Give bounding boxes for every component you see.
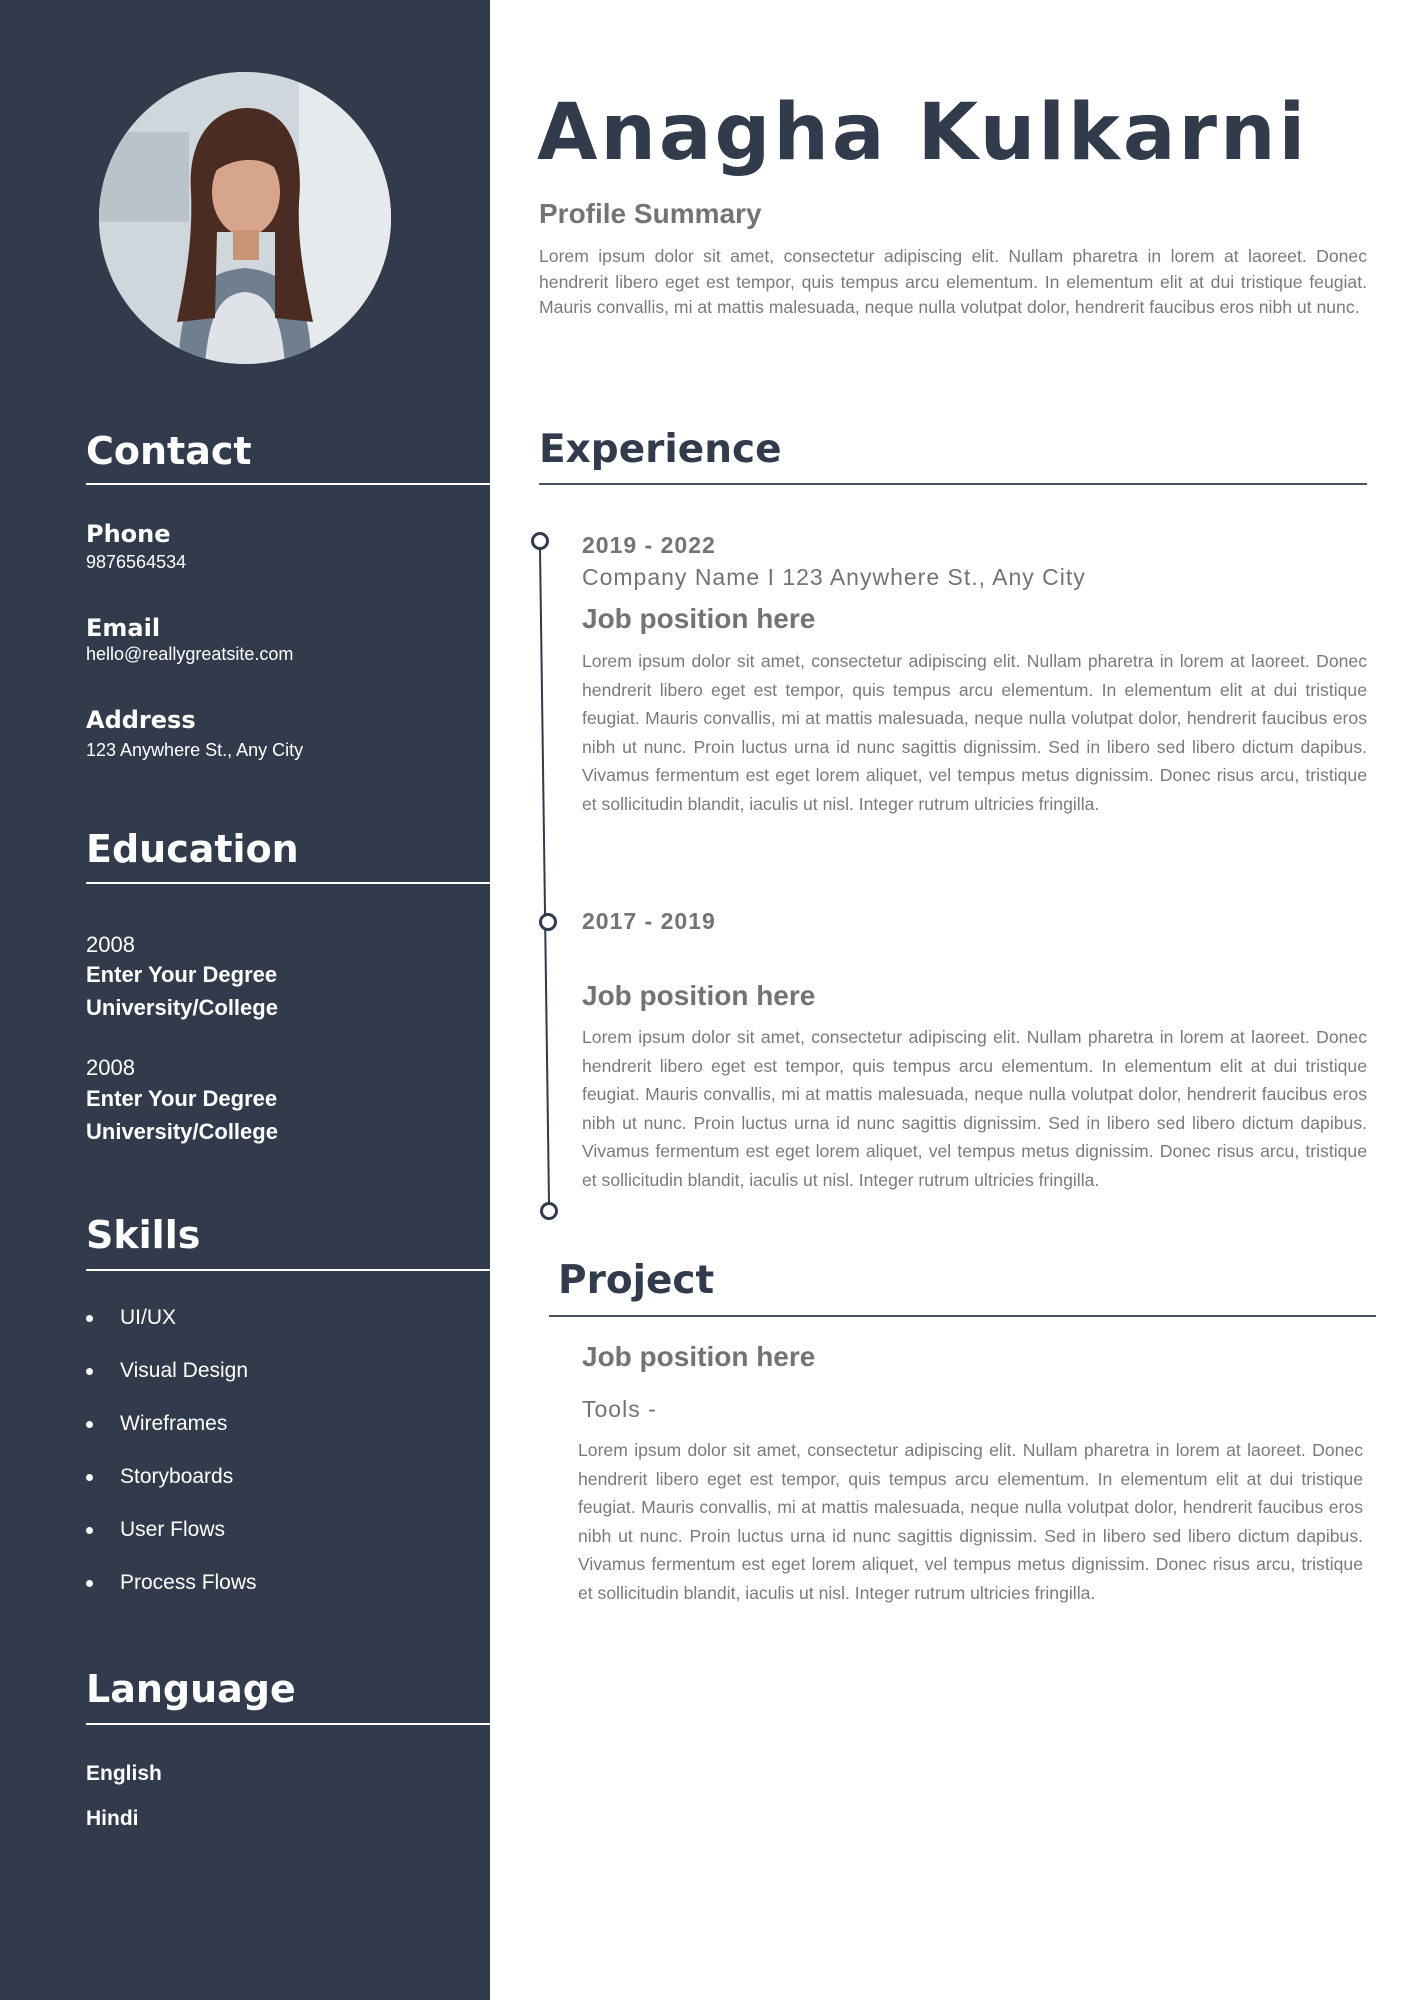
language-item: English [86,1762,162,1785]
phone-value: 9876564534 [86,552,187,572]
experience-timeline [0,0,600,1240]
education-year: 2008 [86,1055,135,1080]
education-school: University/College [86,1119,278,1144]
experience-position: Job position here [582,980,816,1011]
contact-heading: Contact [86,429,252,473]
education-year: 2008 [86,932,135,957]
education-heading: Education [86,827,299,871]
profile-summary-heading: Profile Summary [539,198,762,229]
project-divider [549,1315,1376,1317]
skills-divider [86,1269,490,1271]
skill-item: Wireframes [86,1408,257,1461]
language-divider [86,1723,490,1725]
experience-heading: Experience [539,427,782,472]
skill-item: Visual Design [86,1355,257,1408]
address-label: Address [86,706,196,734]
skills-heading: Skills [86,1213,201,1257]
timeline-dot [533,534,548,549]
experience-position: Job position here [582,603,816,634]
education-degree: Enter Your Degree [86,962,278,987]
profile-summary-text: Lorem ipsum dolor sit amet, consectetur adipiscing elit. Nullam pharetra in lorem at laoreet. Donec hendrerit libero eget est tempor, quis tempus arcu elementum. In elementum elit at dui tristique feugiat. Mauris convallis, mi at mattis malesuada, neque nulla volutpat dolor, hendrerit faucibus eros nibh ut nunc. [539,246,1367,317]
experience-divider [539,483,1367,485]
timeline-line [540,548,549,1203]
experience-description: Lorem ipsum dolor sit amet, consectetur adipiscing elit. Nullam pharetra in lorem at laoreet. Donec hendrerit libero eget est tempor, quis tempus arcu elementum. In elementum elit at dui tristique feugiat. Mauris convallis, mi at mattis malesuada, neque nulla volutpat dolor, hendrerit faucibus eros nibh ut nunc. Proin luctus urna id nunc sagittis dignissim. Sed in libero sed libero dictum dapibus. Vivamus fermentum est eget lorem aliquet, vel tempus metus dignissim. Donec risus arcu, tristique et sollicitudin blandit, iaculis ut nisl. Integer rutrum ultricies fringilla. [582,651,1367,814]
skill-item: User Flows [86,1514,257,1567]
experience-company: Company Name I 123 Anywhere St., Any City [582,564,1086,590]
skill-item: Process Flows [86,1567,257,1620]
project-tools: Tools - [582,1396,657,1422]
experience-years: 2017 - 2019 [582,908,716,934]
timeline-dot [541,915,556,930]
education-degree: Enter Your Degree [86,1086,278,1111]
address-value: 123 Anywhere St., Any City [86,740,304,760]
project-position: Job position here [582,1341,816,1372]
language-heading: Language [86,1667,296,1711]
email-value: hello@reallygreatsite.com [86,644,294,664]
timeline-dot [542,1204,557,1219]
skill-item: UI/UX [86,1302,257,1355]
project-heading: Project [558,1258,715,1303]
experience-years: 2019 - 2022 [582,532,716,558]
phone-label: Phone [86,520,171,548]
language-item: Hindi [86,1807,139,1830]
education-school: University/College [86,995,278,1020]
project-description: Lorem ipsum dolor sit amet, consectetur adipiscing elit. Nullam pharetra in lorem at laoreet. Donec hendrerit libero eget est tempor, quis tempus arcu elementum. In elementum elit at dui tristique feugiat. Mauris convallis, mi at mattis malesuada, neque nulla volutpat dolor, hendrerit faucibus eros nibh ut nunc. Proin luctus urna id nunc sagittis dignissim. Sed in libero sed libero dictum dapibus. Vivamus fermentum est eget lorem aliquet, vel tempus metus dignissim. Donec risus arcu, tristique et sollicitudin blandit, iaculis ut nisl. Integer rutrum ultricies fringilla. [578,1440,1363,1603]
skills-list [86,1302,257,1620]
skill-item: Storyboards [86,1461,257,1514]
experience-description: Lorem ipsum dolor sit amet, consectetur adipiscing elit. Nullam pharetra in lorem at laoreet. Donec hendrerit libero eget est tempor, quis tempus arcu elementum. In elementum elit at dui tristique feugiat. Mauris convallis, mi at mattis malesuada, neque nulla volutpat dolor, hendrerit faucibus eros nibh ut nunc. Proin luctus urna id nunc sagittis dignissim. Sed in libero sed libero dictum dapibus. Vivamus fermentum est eget lorem aliquet, vel tempus metus dignissim. Donec risus arcu, tristique et sollicitudin blandit, iaculis ut nisl. Integer rutrum ultricies fringilla. [582,1027,1367,1190]
candidate-name: Anagha Kulkarni [537,88,1309,178]
email-label: Email [86,614,161,642]
